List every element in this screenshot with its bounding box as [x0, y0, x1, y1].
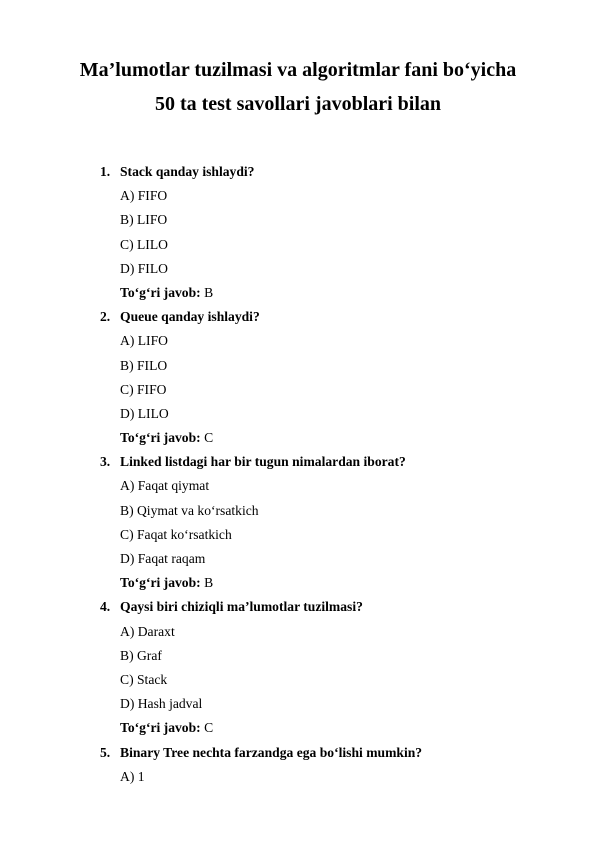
question-text: Stack qanday ishlaydi?	[120, 164, 255, 179]
option-text: C) Stack	[120, 671, 168, 687]
answer-value: B	[204, 284, 214, 300]
answer-value: B	[204, 575, 214, 591]
question-text: Binary Tree nechta farzandga ega bo‘lishi mumkin?	[120, 744, 423, 760]
question-1	[0, 160, 596, 184]
option-text: A) FIFO	[120, 188, 168, 204]
option	[0, 668, 596, 692]
question-number: 3.	[100, 454, 111, 470]
answer-value: C	[204, 430, 214, 446]
answer-label: To‘g‘ri javob:	[120, 284, 201, 300]
option	[0, 208, 596, 232]
option-text: D) FILO	[120, 260, 168, 276]
question-number: 4.	[100, 599, 111, 615]
option-text: D) Faqat raqam	[120, 551, 206, 566]
option-text: A) Faqat qiymat	[120, 478, 210, 494]
question-list	[0, 160, 596, 789]
answer-label: To‘g‘ri javob:	[120, 720, 201, 736]
option-text: A) Daraxt	[120, 623, 175, 639]
question-5	[0, 741, 596, 765]
answer	[120, 281, 213, 305]
question-text: Qaysi biri chiziqli ma’lumotlar tuzilmasi?	[120, 599, 363, 615]
option-text: B) FILO	[120, 357, 168, 373]
option	[0, 257, 596, 281]
option	[0, 547, 596, 571]
answer	[120, 426, 213, 450]
question-3	[0, 450, 596, 474]
answer-line	[0, 571, 596, 595]
document-title-line-2: 50 ta test savollari javoblari bilan	[154, 93, 442, 115]
option-text: B) LIFO	[120, 212, 168, 228]
option	[0, 233, 596, 257]
option	[0, 474, 596, 498]
option-text: C) LILO	[120, 236, 168, 252]
option	[0, 765, 596, 789]
option	[0, 523, 596, 547]
option-text: A) 1	[120, 768, 145, 784]
option	[0, 692, 596, 716]
option	[0, 378, 596, 402]
question-number: 5.	[100, 744, 111, 760]
option	[0, 499, 596, 523]
option-text: A) LIFO	[120, 333, 168, 349]
answer-line	[0, 281, 596, 305]
answer	[120, 716, 213, 740]
option-text: D) LILO	[120, 405, 169, 421]
option-text: C) Faqat ko‘rsatkich	[120, 526, 232, 542]
answer-line	[0, 426, 596, 450]
option-text: C) FIFO	[120, 381, 167, 397]
option	[0, 620, 596, 644]
question-text: Linked listdagi har bir tugun nimalardan iborat?	[120, 454, 406, 470]
option	[0, 184, 596, 208]
answer-label: To‘g‘ri javob:	[120, 430, 201, 446]
answer	[120, 571, 213, 595]
option	[0, 644, 596, 668]
option-text: B) Qiymat va ko‘rsatkich	[120, 502, 259, 518]
question-number: 2.	[100, 309, 111, 325]
question-4	[0, 595, 596, 619]
option	[0, 329, 596, 353]
option	[0, 402, 596, 426]
answer-line	[0, 716, 596, 740]
document-title-line-1: Ma’lumotlar tuzilmasi va algoritmlar fani bo‘yicha	[79, 59, 517, 81]
option-text: D) Hash jadval	[120, 696, 203, 712]
answer-label: To‘g‘ri javob:	[120, 575, 201, 591]
question-text: Queue qanday ishlaydi?	[120, 309, 260, 325]
option	[0, 354, 596, 378]
answer-value: C	[204, 720, 214, 736]
option-text: B) Graf	[120, 647, 162, 663]
question-number: 1.	[100, 164, 111, 179]
question-2	[0, 305, 596, 329]
